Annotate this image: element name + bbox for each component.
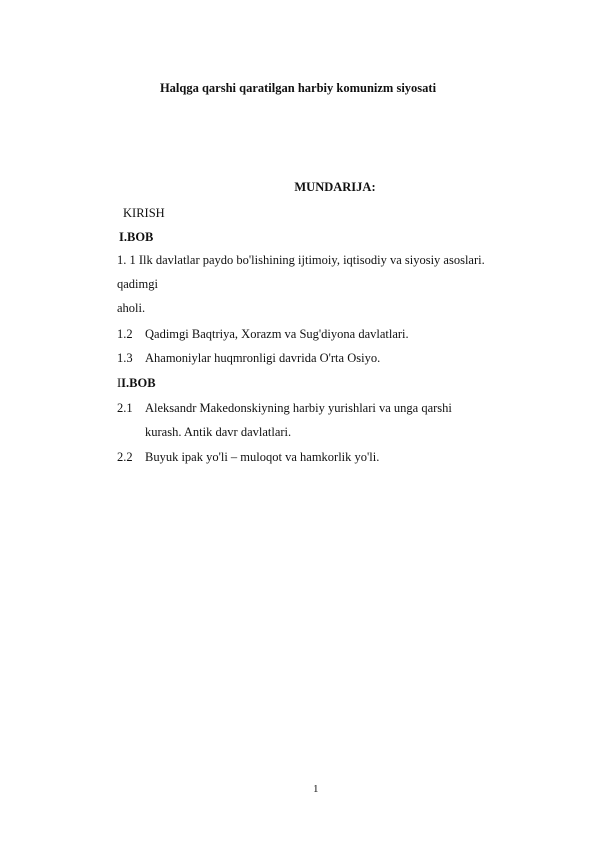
- page-number: 1: [313, 783, 319, 795]
- toc-item-1-2-number: 1.2: [117, 327, 133, 341]
- toc-item-1-3-text: Ahamoniylar huqmronligi davrida O'rta Osiyo.: [145, 351, 381, 365]
- toc-item-2-2-text: Buyuk ipak yo'li – muloqot va hamkorlik yo'li.: [145, 450, 380, 464]
- toc-intro: KIRISH: [123, 206, 165, 220]
- toc-item-1-3: [117, 350, 380, 366]
- toc-item-1-1-text: Ilk davlatlar paydo bo'lishining ijtimoiy, iqtisodiy va siyosiy asoslari.: [138, 253, 485, 267]
- toc-item-1-1-continuation-2: aholi.: [117, 301, 146, 315]
- toc-heading: MUNDARIJA:: [294, 180, 376, 194]
- toc-item-2-2: [117, 449, 379, 465]
- toc-item-2-2-number: 2.2: [117, 450, 133, 464]
- toc-item-1-1-number: 1. 1: [117, 253, 136, 267]
- toc-item-1-1: [117, 252, 485, 268]
- toc-item-2-1-text: Aleksandr Makedonskiyning harbiy yurishlari va unga qarshi: [145, 401, 452, 415]
- toc-item-1-1-continuation-1: qadimgi: [117, 277, 158, 291]
- toc-chapter-2: [117, 375, 156, 391]
- toc-chapter-2-label: I.BOB: [121, 376, 156, 390]
- toc-chapter-1: I.BOB: [119, 230, 154, 244]
- toc-item-2-1: [117, 400, 452, 416]
- document-title: Halqga qarshi qaratilgan harbiy komunizm siyosati: [159, 81, 437, 95]
- toc-chapter-2-prefix: I: [117, 376, 122, 390]
- toc-item-1-3-number: 1.3: [117, 351, 133, 365]
- toc-item-2-1-number: 2.1: [117, 401, 133, 415]
- toc-item-1-2-text: Qadimgi Baqtriya, Xorazm va Sug'diyona davlatlari.: [145, 327, 409, 341]
- toc-item-1-2: [117, 326, 409, 342]
- toc-item-2-1-continuation: kurash. Antik davr davlatlari.: [145, 425, 292, 439]
